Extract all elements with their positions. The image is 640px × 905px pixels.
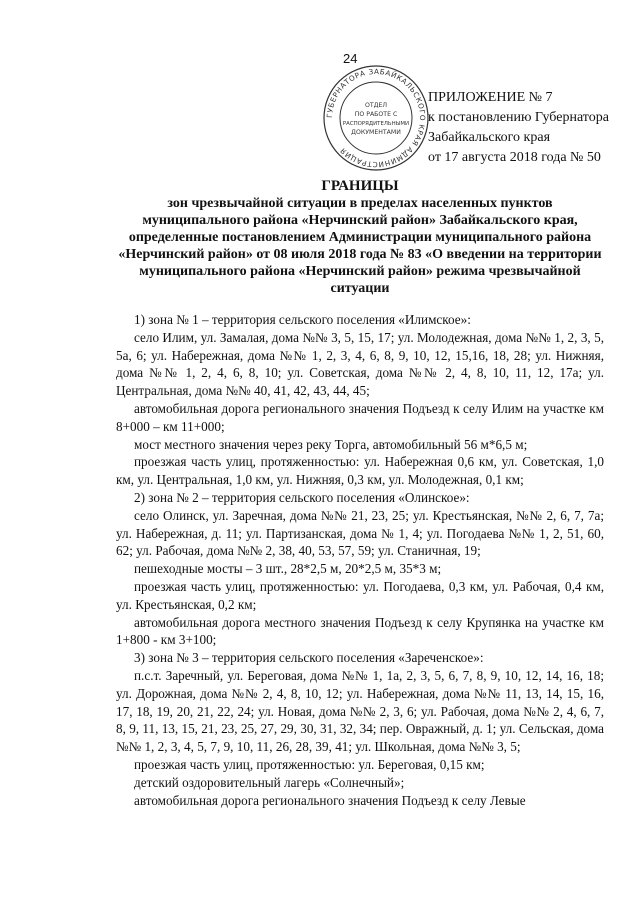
appendix-date: от 17 августа 2018 года № 50 [428, 150, 601, 165]
body-paragraph: проезжая часть улиц, протяженностью: ул. Набережная 0,6 км, ул. Советская, 1,0 км, ул. Центральная, 1,0 км, ул. Нижняя, 0,3 км, ул. Молодежная, 0,1 км; [116, 454, 604, 488]
title-line: «Нерчинский район» от 08 июля 2018 года № 83 «О введении на территории [118, 247, 602, 262]
body-paragraph: детский оздоровительный лагерь «Солнечный»; [134, 774, 405, 790]
zone-heading: 2) зона № 2 – территория сельского поселения «Олинское»: [134, 489, 470, 505]
svg-text:РАСПОРЯДИТЕЛЬНЫМИ: РАСПОРЯДИТЕЛЬНЫМИ [342, 121, 410, 127]
body-paragraph: проезжая часть улиц, протяженностью: ул. Береговая, 0,15 км; [134, 756, 485, 772]
body-paragraph: автомобильная дорога регионального значения Подъезд к селу Левые [134, 792, 526, 808]
body-paragraph: автомобильная дорога местного значения Подъезд к селу Крупянка на участке км 1+800 - км 3+100; [116, 614, 604, 648]
body-paragraph: проезжая часть улиц, протяженностью: ул. Погодаева, 0,3 км, ул. Рабочая, 0,4 км, ул. Крестьянская, 0,2 км; [116, 578, 604, 612]
stamp-ring-text: ГУБЕРНАТОРА ЗАБАЙКАЛЬСКОГО КРАЯ АДМИНИСТРАЦИЯ [324, 66, 428, 170]
zone-heading: 3) зона № 3 – территория сельского поселения «Зареченское»: [134, 650, 484, 666]
document-body [116, 311, 604, 809]
zone-heading: 1) зона № 1 – территория сельского поселения «Илимское»: [134, 312, 471, 327]
body-paragraph: п.с.т. Заречный, ул. Береговая, дома №№ 1, 1а, 2, 3, 5, 6, 7, 8, 9, 10, 12, 14, 16, 18; ул. Дорожная, дома №№ 2, 4, 8, 10, 12; ул. Набережная, дома №№ 11, 13, 14, 15, 16, 17, 18, 19, 20, 21, 22, 24; ул. Новая, дома №№ 2, 3, 6; ул. Рабочая, дома №№ 2, 4, 6, 7, 8, 9, 11, 13, 15, 21, 23, 25, 27, 29, 30, 31, 32, 34; пер. Овражный, д. 1; ул. Сельская, дома №№ 1, 2, 3, 4, 5, 7, 9, 10, 11, 26, 28, 39, 41; ул. Школьная, дома №№ 3, 5; [116, 667, 604, 755]
title-line: определенные постановлением Администрации муниципального района [128, 230, 592, 245]
official-stamp [322, 64, 430, 172]
body-paragraph: мост местного значения через реку Торга, автомобильный 56 м*6,5 м; [134, 436, 528, 452]
title-heading: ГРАНИЦЫ [321, 178, 399, 194]
title-line: ситуации [330, 281, 390, 296]
body-paragraph: село Илим, ул. Замалая, дома №№ 3, 5, 15, 17; ул. Молодежная, дома №№ 1, 2, 3, 5, 5а, 6; ул. Набережная, дома №№ 1, 2, 3, 4, 6, 8, 9, 10, 12, 15,16, 18, 28; ул. Нижняя, дома №№ 1, 2, 4, 6, 8, 10; ул. Советская, дома №№ 2, 4, 8, 10, 11, 12, 17а; ул. Центральная, дома №№ 40, 41, 42, 43, 44, 45; [116, 329, 604, 399]
appendix-title: ПРИЛОЖЕНИЕ № 7 [428, 90, 553, 105]
svg-text:ПО РАБОТЕ С: ПО РАБОТЕ С [354, 111, 398, 118]
title-line: муниципального района «Нерчинский район» режима чрезвычайной [139, 264, 581, 279]
body-paragraph: автомобильная дорога регионального значения Подъезд к селу Илим на участке км 8+000 – км 11+000; [116, 400, 604, 434]
appendix-region: Забайкальского края [428, 130, 551, 145]
page-number: 24 [343, 51, 358, 66]
body-paragraph: село Олинск, ул. Заречная, дома №№ 21, 23, 25; ул. Крестьянская, №№ 2, 6, 7, 7а; ул. Набережная, д. 11; ул. Партизанская, дома № 1, 4; ул. Погодаева №№ 1, 2, 51, 60, 62; ул. Рабочая, дома №№ 2, 38, 40, 53, 57, 59; ул. Станичная, 19; [116, 507, 604, 559]
title-line: зон чрезвычайной ситуации в пределах населенных пунктов [167, 196, 553, 211]
title-line: муниципального района «Нерчинский район» Забайкальского края, [142, 213, 578, 228]
svg-text:ОТДЕЛ: ОТДЕЛ [364, 102, 388, 109]
appendix-ref: к постановлению Губернатора [428, 110, 609, 125]
body-paragraph: пешеходные мосты – 3 шт., 28*2,5 м, 20*2,5 м, 35*3 м; [134, 561, 442, 577]
svg-text:ДОКУМЕНТАМИ: ДОКУМЕНТАМИ [351, 129, 401, 136]
document-title [80, 178, 640, 297]
appendix-block [428, 88, 609, 168]
